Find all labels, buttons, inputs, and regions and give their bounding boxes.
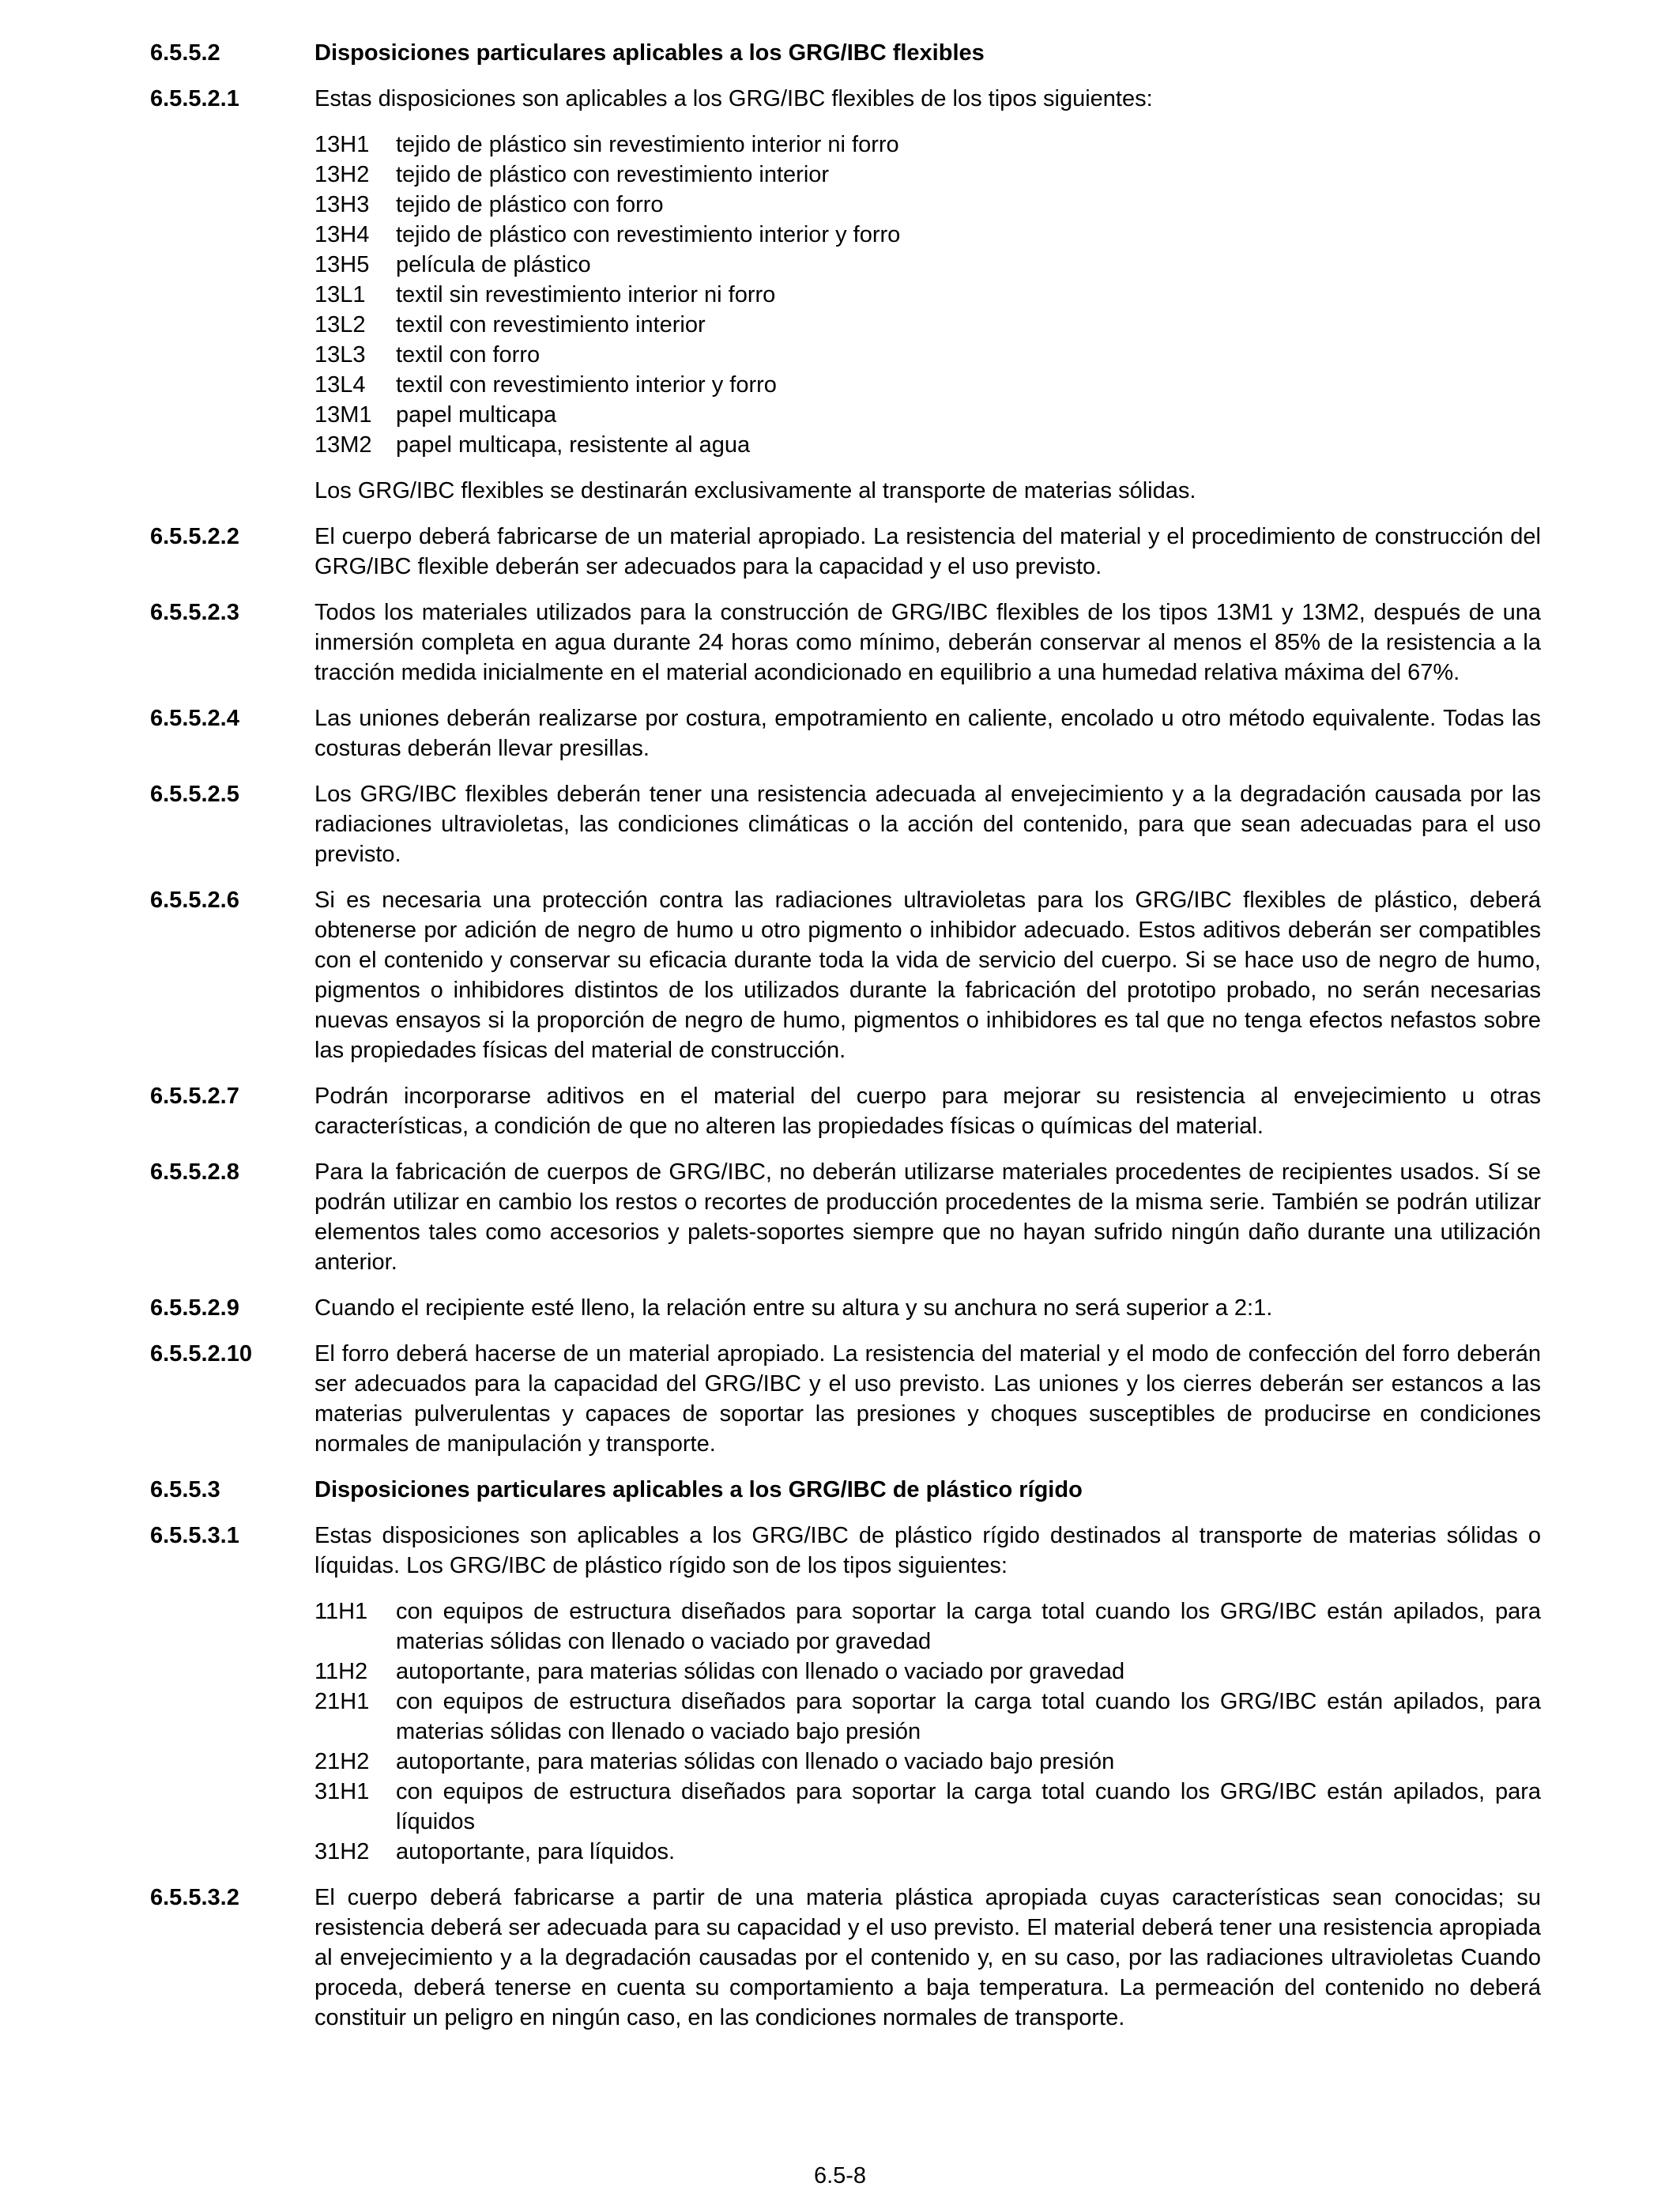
type-code: 31H1: [315, 1779, 370, 1804]
list-item: [315, 1596, 1541, 1657]
paragraph-number: 6.5.5.2.1: [150, 86, 239, 111]
paragraph-text: Todos los materiales utilizados para la construcción de GRG/IBC flexibles de los tipos 13M1 y 13M2, después de una inmersión completa en agua durante 24 horas como mínimo, deberán conservar al menos el 85% de la resistencia a la tracción medida inicialmente en el material acondicionado en equilibrio a una humedad relativa máxima del 67%.: [315, 600, 1541, 685]
paragraph-text: Estas disposiciones son aplicables a los GRG/IBC de plástico rígido destinados al transporte de materias sólidas o líquidas. Los GRG/IBC de plástico rígido son de los tipos siguientes:: [315, 1523, 1541, 1578]
type-description: textil con revestimiento interior: [396, 312, 706, 337]
list-item: [315, 310, 1541, 340]
type-code: 13H5: [315, 252, 370, 277]
paragraph-6-5-5-2-3: [150, 598, 1541, 688]
type-description: autoportante, para líquidos.: [396, 1839, 676, 1864]
type-description: autoportante, para materias sólidas con llenado o vaciado bajo presión: [396, 1749, 1115, 1774]
paragraph-6-5-5-2-2: [150, 522, 1541, 582]
paragraph-number: 6.5.5.2.8: [150, 1159, 239, 1185]
paragraph-text: Podrán incorporarse aditivos en el material del cuerpo para mejorar su resistencia al envejecimiento u otras características, a condición de que no alteren las propiedades físicas o químicas del material.: [315, 1084, 1541, 1139]
paragraph-text: Cuando el recipiente esté lleno, la relación entre su altura y su anchura no será superior a 2:1.: [315, 1295, 1273, 1321]
type-code: 13H4: [315, 222, 370, 247]
type-description: con equipos de estructura diseñados para soportar la carga total cuando los GRG/IBC están apilados, para materias sólidas con llenado o vaciado bajo presión: [396, 1689, 1541, 1744]
paragraph-text: Los GRG/IBC flexibles deberán tener una resistencia adecuada al envejecimiento y a la degradación causada por las radiaciones ultravioletas, las condiciones climáticas o la acción del contenido, para que sean adecuadas para el uso previsto.: [315, 782, 1541, 867]
type-description: con equipos de estructura diseñados para soportar la carga total cuando los GRG/IBC están apilados, para líquidos: [396, 1779, 1541, 1834]
list-item: [315, 1657, 1541, 1687]
type-description: película de plástico: [396, 252, 591, 277]
paragraph-6-5-5-3-2: [150, 1883, 1541, 2033]
type-code: 13H3: [315, 192, 370, 217]
paragraph-number: 6.5.5.2.9: [150, 1295, 239, 1321]
type-description: textil con revestimiento interior y forro: [396, 372, 777, 398]
list-item: [315, 1837, 1541, 1867]
type-description: autoportante, para materias sólidas con llenado o vaciado por gravedad: [396, 1659, 1125, 1684]
type-description: tejido de plástico con revestimiento interior: [396, 162, 830, 187]
type-description: textil con forro: [396, 342, 541, 368]
list-item: [315, 1747, 1541, 1777]
type-code-list: [315, 130, 1541, 460]
paragraph-number: 6.5.5.2.3: [150, 600, 239, 625]
type-code-list: [315, 1596, 1541, 1867]
paragraph-6-5-5-3-1: [150, 1521, 1541, 1867]
paragraph-6-5-5-2-10: [150, 1339, 1541, 1459]
type-code: 13L1: [315, 282, 366, 307]
paragraph-text: Estas disposiciones son aplicables a los GRG/IBC flexibles de los tipos siguientes:: [315, 86, 1153, 111]
list-item: [315, 190, 1541, 220]
paragraph-text: El forro deberá hacerse de un material apropiado. La resistencia del material y el modo de confección del forro deberán ser adecuados para la capacidad del GRG/IBC y el uso previsto. Las uniones y los cierres deberán ser estancos a las materias pulverulentas y capaces de soportar las presiones y choques susceptibles de producirse en condiciones normales de manipulación y transporte.: [315, 1341, 1541, 1457]
type-code: 11H1: [315, 1599, 368, 1624]
type-description: papel multicapa, resistente al agua: [396, 432, 751, 458]
type-code: 13M2: [315, 432, 372, 458]
list-item: [315, 1777, 1541, 1837]
type-code: 21H2: [315, 1749, 370, 1774]
list-item: [315, 220, 1541, 250]
paragraph-text: Las uniones deberán realizarse por costura, empotramiento en caliente, encolado u otro método equivalente. Todas las costuras deberán llevar presillas.: [315, 706, 1541, 761]
section-title: Disposiciones particulares aplicables a los GRG/IBC flexibles: [315, 40, 985, 66]
section-heading-6-5-5-3: [150, 1475, 1541, 1505]
document-page: [150, 38, 1541, 2049]
list-item: [315, 340, 1541, 370]
type-code: 13L3: [315, 342, 366, 368]
type-description: tejido de plástico con revestimiento interior y forro: [396, 222, 901, 247]
paragraph-text: El cuerpo deberá fabricarse a partir de una materia plástica apropiada cuyas características sean conocidas; su resistencia deberá ser adecuada para su capacidad y el uso previsto. El material deberá tener una resistencia apropiada al envejecimiento y a la degradación causadas por el contenido y, en su caso, por las radiaciones ultravioletas Cuando proceda, deberá tenerse en cuenta su comportamiento a baja temperatura. La permeación del contenido no deberá constituir un peligro en ningún caso, en las condiciones normales de transporte.: [315, 1885, 1541, 2030]
paragraph-note: Los GRG/IBC flexibles se destinarán exclusivamente al transporte de materias sólidas.: [315, 478, 1196, 503]
type-code: 13M1: [315, 402, 372, 428]
type-description: papel multicapa: [396, 402, 557, 428]
paragraph-number: 6.5.5.2.5: [150, 782, 239, 807]
type-code: 13L4: [315, 372, 366, 398]
paragraph-6-5-5-2-7: [150, 1081, 1541, 1141]
paragraph-6-5-5-2-4: [150, 703, 1541, 763]
type-code: 13L2: [315, 312, 366, 337]
type-code: 31H2: [315, 1839, 370, 1864]
section-title: Disposiciones particulares aplicables a los GRG/IBC de plástico rígido: [315, 1477, 1083, 1502]
paragraph-6-5-5-2-1: [150, 84, 1541, 506]
list-item: [315, 1687, 1541, 1747]
type-description: tejido de plástico con forro: [396, 192, 664, 217]
paragraph-6-5-5-2-8: [150, 1157, 1541, 1277]
page-number: 6.5-8: [813, 2163, 867, 2188]
list-item: [315, 160, 1541, 190]
list-item: [315, 400, 1541, 430]
type-description: tejido de plástico sin revestimiento interior ni forro: [396, 132, 899, 157]
section-number: 6.5.5.2: [150, 40, 220, 66]
paragraph-number: 6.5.5.3.2: [150, 1885, 239, 1910]
section-heading-6-5-5-2: [150, 38, 1541, 68]
paragraph-6-5-5-2-6: [150, 885, 1541, 1065]
list-item: [315, 280, 1541, 310]
list-item: [315, 430, 1541, 460]
paragraph-number: 6.5.5.3.1: [150, 1523, 239, 1548]
paragraph-6-5-5-2-5: [150, 779, 1541, 869]
paragraph-number: 6.5.5.2.6: [150, 888, 239, 913]
type-description: textil sin revestimiento interior ni forro: [396, 282, 776, 307]
list-item: [315, 250, 1541, 280]
paragraph-text: Si es necesaria una protección contra las radiaciones ultravioletas para los GRG/IBC flexibles de plástico, deberá obtenerse por adición de negro de humo u otro pigmento o inhibidor adecuado. Estos aditivos deberán ser compatibles con el contenido y conservar su eficacia durante toda la vida de servicio del cuerpo. Si se hace uso de negro de humo, pigmentos o inhibidores distintos de los utilizados durante la fabricación del prototipo probado, no serán necesarias nuevas ensayos si la proporción de negro de humo, pigmentos o inhibidores es tal que no tenga efectos nefastos sobre las propiedades físicas del material de construcción.: [315, 888, 1541, 1063]
paragraph-number: 6.5.5.2.10: [150, 1341, 252, 1367]
type-code: 21H1: [315, 1689, 370, 1714]
paragraph-number: 6.5.5.2.7: [150, 1084, 239, 1109]
type-code: 13H2: [315, 162, 370, 187]
list-item: [315, 370, 1541, 400]
paragraph-6-5-5-2-9: [150, 1293, 1541, 1323]
type-description: con equipos de estructura diseñados para soportar la carga total cuando los GRG/IBC están apilados, para materias sólidas con llenado o vaciado por gravedad: [396, 1599, 1541, 1654]
paragraph-text: El cuerpo deberá fabricarse de un material apropiado. La resistencia del material y el procedimiento de construcción del GRG/IBC flexible deberán ser adecuados para la capacidad y el uso previsto.: [315, 524, 1541, 579]
type-code: 13H1: [315, 132, 370, 157]
paragraph-text: Para la fabricación de cuerpos de GRG/IBC, no deberán utilizarse materiales procedentes de recipientes usados. Sí se podrán utilizar en cambio los restos o recortes de producción procedentes de la misma serie. También se podrán utilizar elementos tales como accesorios y palets-soportes siempre que no hayan sufrido ningún daño durante una utilización anterior.: [315, 1159, 1541, 1275]
type-code: 11H2: [315, 1659, 368, 1684]
paragraph-number: 6.5.5.2.2: [150, 524, 239, 549]
section-number: 6.5.5.3: [150, 1477, 220, 1502]
paragraph-number: 6.5.5.2.4: [150, 706, 239, 731]
list-item: [315, 130, 1541, 160]
